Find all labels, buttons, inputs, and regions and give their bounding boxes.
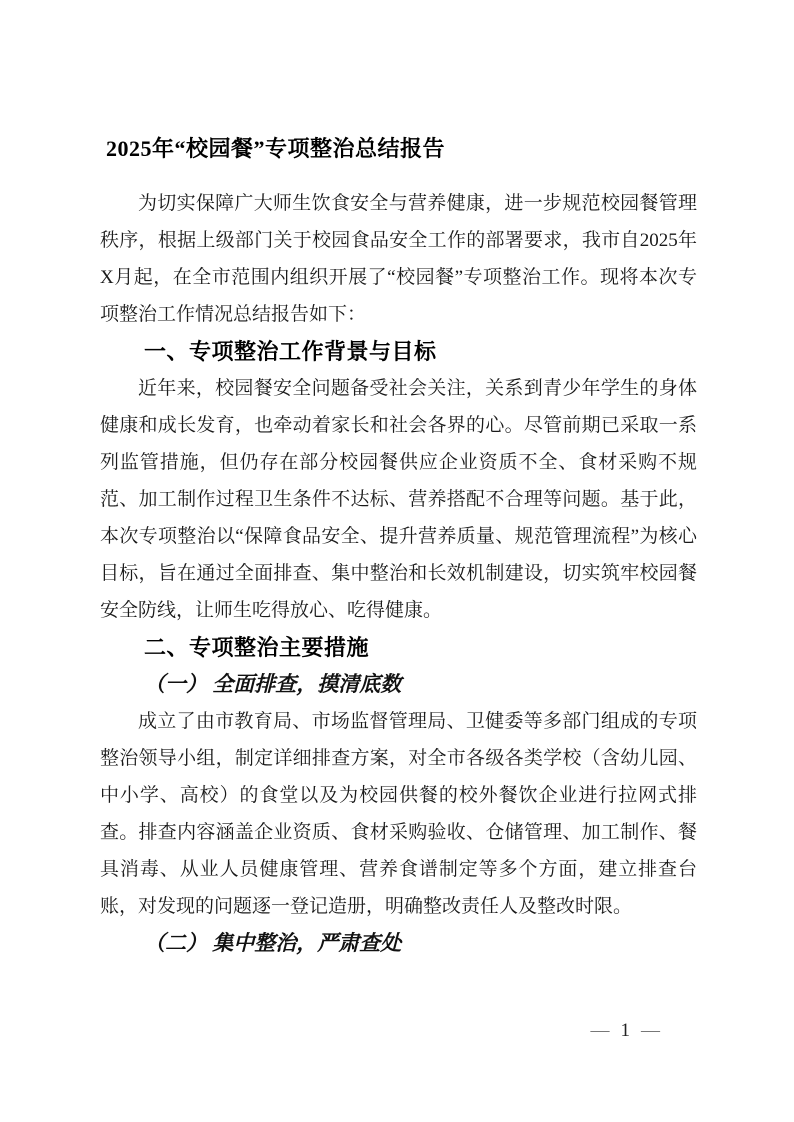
subsection-1-heading: （一） 全面排查，摸清底数: [144, 672, 402, 696]
page-number-right-dash: —: [641, 1020, 660, 1041]
subsection-1-paragraph: 成立了由市教育局、市场监督管理局、卫健委等多部门组成的专项整治领导小组，制定详细排查方案，对全市各级各类学校（含幼儿园、中小学、高校）的食堂以及为校园供餐的校外餐饮企业进行拉网式排查。排查内容涵盖企业资质、食材采购验收、仓储管理、加工制作、餐具消毒、从业人员健康管理、营养食谱制定等多个方面，建立排查台账，对发现的问题逐一登记造册，明确整改责任人及整改时限。: [100, 711, 697, 917]
intro-paragraph: 为切实保障广大师生饮食安全与营养健康，进一步规范校园餐管理秩序，根据上级部门关于校园食品安全工作的部署要求，我市自2025年X月起，在全市范围内组织开展了“校园餐”专项整治工作。现将本次专项整治工作情况总结报告如下：: [100, 193, 697, 325]
page-footer: [591, 1019, 661, 1043]
document-title: 2025年“校园餐”专项整治总结报告: [106, 136, 446, 161]
section-1-heading: 一、专项整治工作背景与目标: [144, 339, 437, 364]
page-number: 1: [620, 1020, 630, 1041]
section-2-heading: 二、专项整治主要措施: [144, 635, 370, 660]
subsection-2-heading: （二） 集中整治，严肃查处: [144, 931, 402, 955]
section-1-paragraph: 近年来，校园餐安全问题备受社会关注，关系到青少年学生的身体健康和成长发育，也牵动着家长和社会各界的心。尽管前期已采取一系列监管措施，但仍存在部分校园餐供应企业资质不全、食材采购不规范、加工制作过程卫生条件不达标、营养搭配不合理等问题。基于此，本次专项整治以“保障食品安全、提升营养质量、规范管理流程”为核心目标，旨在通过全面排查、集中整治和长效机制建设，切实筑牢校园餐安全防线，让师生吃得放心、吃得健康。: [100, 378, 697, 621]
page-number-left-dash: —: [590, 1020, 610, 1041]
